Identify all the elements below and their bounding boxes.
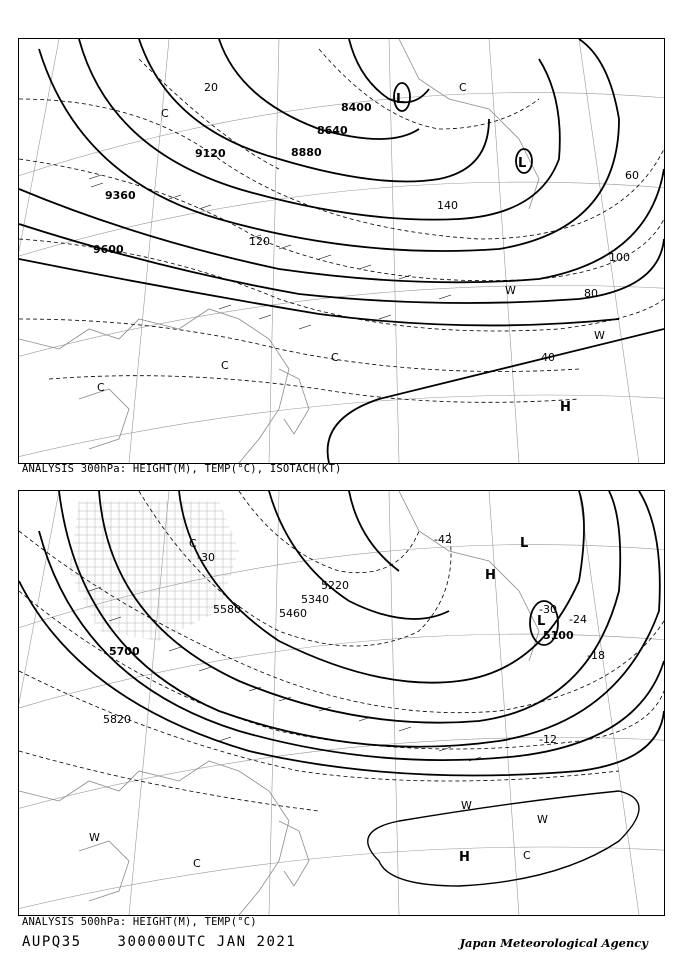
warm-mark: W	[89, 831, 100, 844]
isotherm-label: -42	[434, 533, 452, 546]
isotach-label-60: 60	[625, 169, 639, 182]
analysis-300hpa-map	[18, 38, 665, 464]
isotach-labels-300hpa	[204, 81, 639, 364]
isotherm-label: -12	[539, 733, 557, 746]
height-label-8640: 8640	[317, 124, 348, 137]
cold-mark: C	[459, 81, 467, 94]
low-center-2: L	[518, 156, 527, 171]
isotach-label-40: 40	[541, 351, 555, 364]
agency-name: Japan Meteorological Agency	[459, 936, 648, 950]
cold-mark: C	[97, 381, 105, 394]
caption-300hpa: ANALYSIS 300hPa: HEIGHT(M), TEMP(°C), ISOTACH(KT)	[22, 463, 342, 475]
isotach-label-20: 20	[204, 81, 218, 94]
map-500hpa-graphic	[19, 491, 664, 915]
isotherm-label: -18	[587, 649, 605, 662]
isotach-label-80: 80	[584, 287, 598, 300]
height-label-8400: 8400	[341, 101, 372, 114]
cold-warm-marks-300hpa	[97, 81, 605, 394]
chart-identifier	[22, 934, 322, 950]
height-label-8880: 8880	[291, 146, 322, 159]
isotach-label-120: 120	[249, 235, 270, 248]
low-center-1: L	[520, 536, 529, 551]
isotach-label-140: 140	[437, 199, 458, 212]
warm-mark: W	[537, 813, 548, 826]
chart-code: AUPQ35	[22, 934, 82, 950]
height-label-5460: 5460	[279, 607, 307, 620]
isotach-label-100: 100	[609, 251, 630, 264]
warm-mark: W	[594, 329, 605, 342]
high-center-1: H	[485, 568, 496, 583]
low-center-1: L	[396, 92, 405, 107]
isotherm-label: -24	[569, 613, 587, 626]
height-label-9600: 9600	[93, 243, 124, 256]
warm-mark: W	[505, 284, 516, 297]
pressure-systems-500hpa	[459, 536, 545, 865]
cold-mark: C	[523, 849, 531, 862]
high-center: H	[560, 400, 571, 415]
cold-mark: C	[221, 359, 229, 372]
cold-mark: C	[331, 351, 339, 364]
height-label-5100: 5100	[543, 629, 574, 642]
height-label-5220: 5220	[321, 579, 349, 592]
height-labels-300hpa	[93, 101, 372, 256]
height-label-9360: 9360	[105, 189, 136, 202]
pressure-systems-300hpa	[396, 92, 571, 415]
height-label-9120: 9120	[195, 147, 226, 160]
height-label-5580: 5580	[213, 603, 241, 616]
map-300hpa-graphic	[19, 39, 664, 463]
analysis-500hpa-map	[18, 490, 665, 916]
isotherm-label: -30	[539, 603, 557, 616]
cold-mark: C	[193, 857, 201, 870]
warm-mark: W	[461, 799, 472, 812]
caption-500hpa: ANALYSIS 500hPa: HEIGHT(M), TEMP(°C)	[22, 916, 257, 928]
cold-mark: C	[189, 537, 197, 550]
cold-mark: C	[161, 107, 169, 120]
height-label-5340: 5340	[301, 593, 329, 606]
high-center-2: H	[459, 850, 470, 865]
low-center-2: L	[537, 614, 546, 629]
height-label-5700: 5700	[109, 645, 140, 658]
height-label-5820: 5820	[103, 713, 131, 726]
isotherm-label: -30	[197, 551, 215, 564]
valid-time: 300000UTC JAN 2021	[117, 934, 297, 950]
